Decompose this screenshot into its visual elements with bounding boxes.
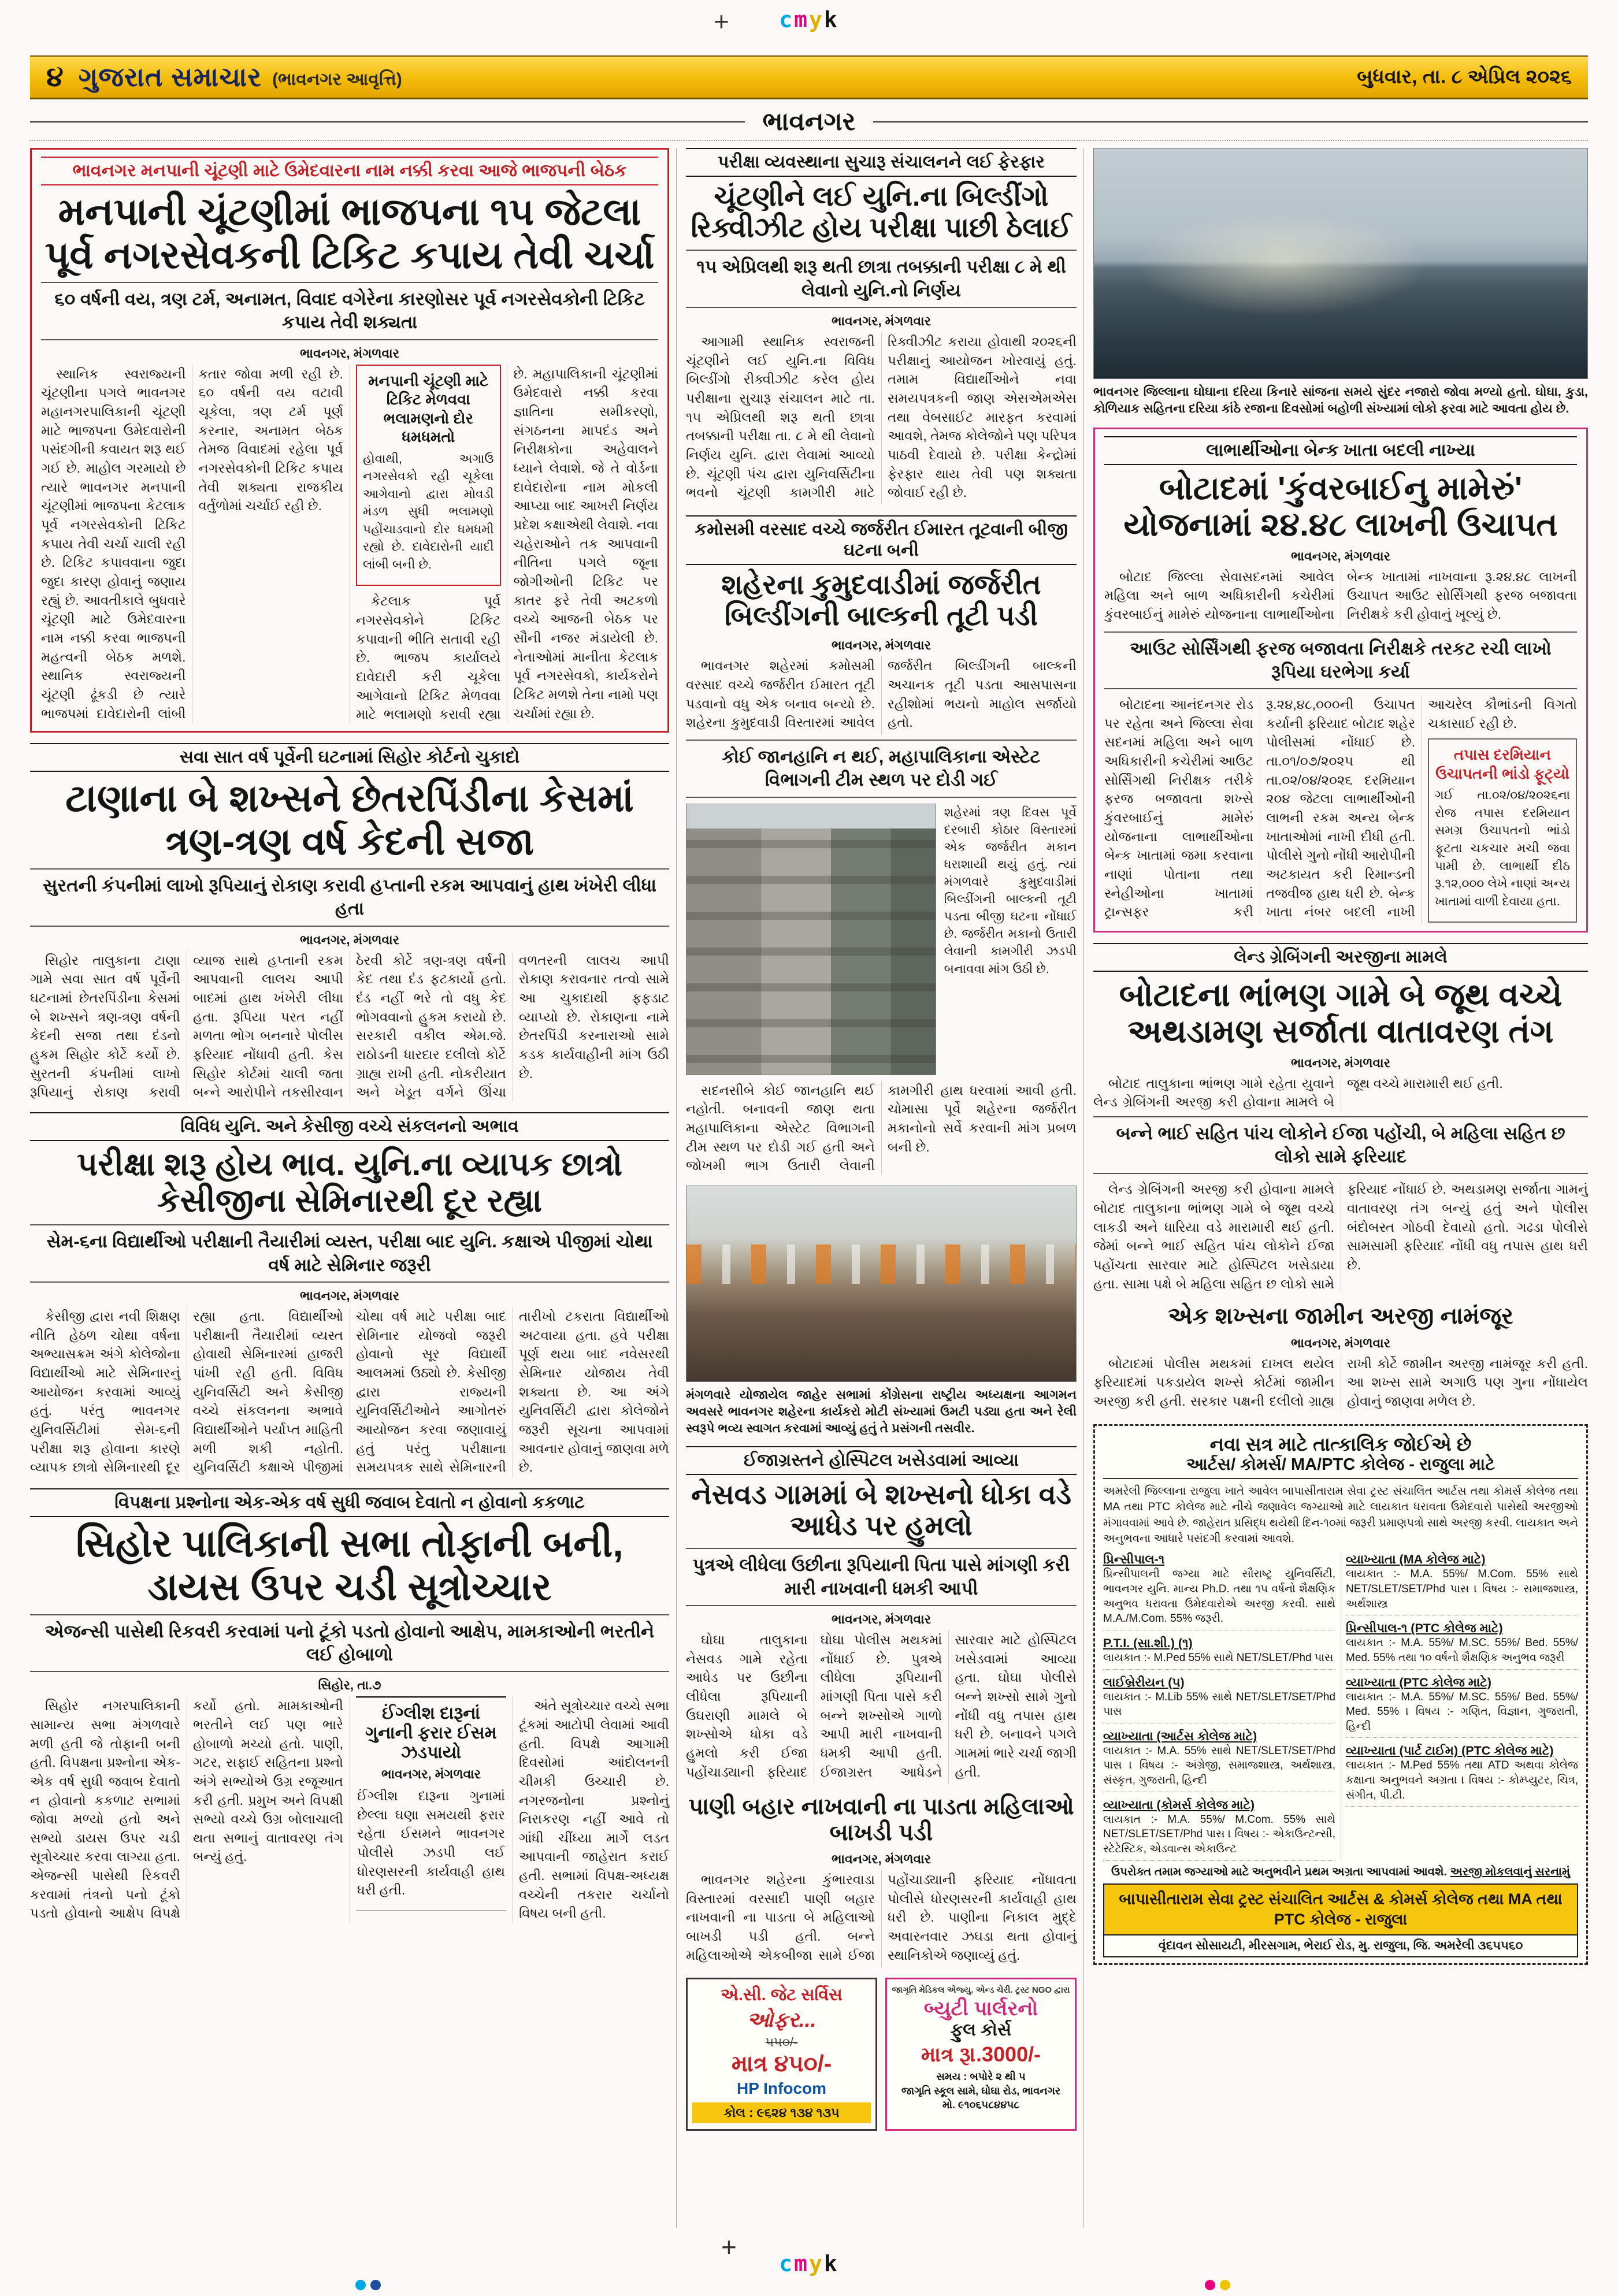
article-lead bbox=[1093, 1074, 1588, 1112]
job-entry-detail: લાયકાત :- M.Lib 55% સાથે NET/SLET/SET/Phd પાસ bbox=[1103, 1691, 1335, 1718]
job-entry bbox=[1103, 1675, 1335, 1723]
article-dateline: ભાવનગર, મંગળવાર bbox=[1291, 1335, 1390, 1350]
job-entry-title: P.T.I. (સા.શી.) (૧) bbox=[1103, 1636, 1193, 1650]
article-paragraph: શહેરમાં ત્રણ દિવસ પૂર્વે દરબારી કોઠાર વિસ્તારમાં એક જર્જરીત મકાન ધરાશાયી થયું હતું. ત્યાં મંગળવારે કુમુદવાડીમાં બિલ્ડીંગની બાલ્કની તૂટી પડતા બીજી ઘટના નોંધાઈ છે. જર્જરીત મકાનો ઉતારી લેવાની કામગીરી ઝડપી બનાવવા માંગ ઉઠી છે. bbox=[944, 805, 1077, 976]
article-paragraph: ભાવનગર શહેરમાં કમોસમી વરસાદ વચ્ચે જર્જરીત ઈમારત તૂટી પડવાનો વધુ એક બનાવ બન્યો છે. શહેરના કુમુદવાડી વિસ્તારમાં આવેલ જર્જરીત બિલ્ડીંગની બાલ્કની અચાનક તૂટી પડતા આસપાસના રહીશોમાં ભયનો માહોલ સર્જાયો હતો. bbox=[686, 658, 1077, 730]
article-botad-embezzlement bbox=[1093, 428, 1588, 932]
article-sihor-court bbox=[30, 743, 669, 1102]
right-column bbox=[1083, 148, 1588, 2228]
article-dateline: ભાવનગર, મંગળવાર bbox=[832, 314, 931, 329]
article-lead bbox=[1104, 567, 1577, 627]
article-headline: બોટાદના ભાંભણ ગામે બે જૂથ વચ્ચે અથડામણ સર્જાતા વાતાવરણ તંગ bbox=[1119, 976, 1563, 1050]
article-subhead: સુરતની કંપનીમાં લાખો રૂપિયાનું રોકાણ કરાવી હપ્તાની રકમ આપવાનું હાથ ખંખેરી લીધા હતા bbox=[30, 868, 669, 927]
article-subhead: આઉટ સોર્સિંગથી ફરજ બજાવતા ન‌િરીક્ષકે તરકટ રચી લાખો રૂપિયા ઘરભેગા કર્યા bbox=[1104, 631, 1577, 690]
article-dateline: સિહોર, તા.૭ bbox=[318, 1678, 381, 1693]
article-body bbox=[1093, 1354, 1588, 1414]
article-body bbox=[686, 1081, 1077, 1175]
job-entry-detail: લાયકાત :- M.Ped 55% સાથે NET/SLET/Phd પાસ bbox=[1103, 1651, 1334, 1664]
jobs-ad-note bbox=[1103, 1866, 1578, 1879]
article-headline: ટાણાના બે શખ્સને છેતરપિંડીના કેસમાં ત્રણ-ત્રણ વર્ષ કેદની સજા bbox=[65, 776, 634, 863]
article-body bbox=[1093, 1180, 1588, 1293]
article-paragraph: બોટાદ તાલુકાના ભાંભણ ગામે રહેતા યુવાને લેન્ડ ગ્રેબિંગની અરજી કરી હોવાના મામલે બે જૂથ વચ્ચે મારામારી થઈ હતી. bbox=[1093, 1075, 1503, 1110]
ad-title: બ્યુટી પાર્લરનો bbox=[923, 1997, 1038, 2020]
job-entry bbox=[1346, 1621, 1578, 1669]
jobs-ad-note-text: ઉપરોક્ત તમામ જગ્યાઓ માટે અનુભવીને પ્રથમ અગ્રતા આપવામાં આવશે. bbox=[1111, 1865, 1448, 1878]
blue-dot bbox=[370, 2280, 381, 2290]
article-dateline: ભાવનગર, મંગળવાર bbox=[832, 1852, 931, 1867]
article-body bbox=[1104, 695, 1577, 924]
article-paragraph: સિહોર તાલુકાના ટાણા ગામે સવા સાત વર્ષ પૂર્વેની ઘટનામાં છેતરપિંડીના કેસમાં બે શખ્સને ત્રણ-ત્રણ વર્ષની કેદની સજા તથા દંડનો હુકમ સિહોર કોર્ટે કર્યો છે. સુરતની કંપનીમાં લાખો રૂપિયાનું રોકાણ કરાવી વ્યાજ સાથે હપ્તાની રકમ આપવાની લાલચ આપી બાદમાં હાથ ખંખેરી લીધા હતા. રૂપિયા પરત નહીં મળતા ભોગ બનનારે પોલીસ ફરિયાદ નોંધાવી હતી. કેસ સિહોર કોર્ટમાં ચાલી જતા બન્ને આરોપીને તકસીરવાન ઠેરવી કોર્ટે ત્રણ-ત્રણ વર્ષની કેદ તથા દંડ ફટકાર્યો હતો. દંડ નહીં ભરે તો વધુ કેદ ભોગવવાનો હુકમ કરાયો છે. સરકારી વકીલ એમ.જે. રાઠોડની ધારદાર દલીલો કોર્ટે ગ્રાહ્ય રાખી હતી. નોકરીયાત અને ખેડૂત વર્ગને ઊંચા વળતરની લાલચ આપી રોકાણ કરાવનાર તત્વો સામે આ ચુકાદાથી ફફડાટ વ્યાપ્યો છે. રોકાણના નામે છેતરપિંડી કરનારાઓ સામે કડક કાર્યવાહીની માંગ ઉઠી છે. bbox=[30, 952, 669, 1100]
photo-caption: ભાવનગર જિલ્લાના ઘોઘાના દરિયા કિનારે સાંજના સમયે સુંદર નજારો જોવા મળ્યો હતો. ઘોઘા, કુડા, કોળિયાક સહિતના દરિયા કાંઠે રજાના દિવસોમાં બહોળી સંખ્યામાં લોકો ફરવા માટે આવતા હોય છે. bbox=[1093, 385, 1588, 416]
article-headline: પરીક્ષા શરૂ હોય ભાવ. યુનિ.ના વ્યાપક છાત્રો કેસીજીના સેમિનારથી દૂર રહ્યા bbox=[76, 1145, 623, 1219]
job-entry bbox=[1103, 1552, 1335, 1630]
article-headline: સિહોર પાલિકાની સભા તોફાની બની, ડાયસ ઉપર ચડી સૂત્રોચ્ચાર bbox=[76, 1522, 624, 1608]
article-water-quarrel bbox=[686, 1794, 1077, 1968]
article-dateline: ભાવનગર, મંગળવાર bbox=[1291, 548, 1390, 563]
ad-phone: કોલ : ૯૬૨૪ ૧૩૪ ૧૩૫ bbox=[692, 2102, 871, 2123]
ad-offer-label: ઓફર... bbox=[747, 2008, 817, 2032]
article-subhead: ૬૦ વર્ષની વય, ત્રણ ટર્મ, અનામત, વિવાદ વગેરેના કારણોસર પૂર્વ નગરસેવકોની ટિકિટ કપાય તેવી શક્યતા bbox=[41, 282, 658, 340]
photo-row bbox=[686, 804, 1077, 1075]
article-kicker: વિપક્ષના પ્રશ્નોના એક-એક વર્ષ સુધી જવાબ દેવાતો ન હોવાનો કકળાટ bbox=[30, 1488, 669, 1517]
article-exam-postponed bbox=[686, 148, 1077, 505]
article-balcony-collapse bbox=[686, 515, 1077, 1175]
article-dateline: ભાવનગર, મંગળવાર bbox=[300, 1288, 399, 1303]
highlight-box-title: મનપાની ચૂંટણી માટે ટિકિટ મેળવવા ભલામણનો દોર ધમધમતો bbox=[368, 371, 489, 446]
job-entry-detail: લાયકાત :- M.Ped 55% તથા ATD અથવા કોલેજ કક્ષાના અનુભવને અગ્રતા । વિષય :- કોમ્પ્યુટર, ચિત્ર, સંગીત, પી.ટી. bbox=[1346, 1759, 1578, 1801]
ad-old-price: ૫૫૦/- bbox=[765, 2035, 798, 2050]
article-headline: ઈંગ્લીશ દારૂનાં ગુનાની ફરાર ઈસમ ઝડપાયો bbox=[365, 1704, 497, 1763]
job-entry bbox=[1346, 1744, 1578, 1807]
ad-subtitle: ફુલ કોર્સ bbox=[950, 2020, 1012, 2040]
cyan-dot bbox=[355, 2280, 366, 2290]
article-kicker: કમોસમી વરસાદ વચ્ચે જર્જરીત ઈમારત તૂટવાની બીજી ઘટના બની bbox=[686, 515, 1077, 565]
article-paragraph: અંતે સૂત્રોચ્ચાર વચ્ચે સભા ટૂંકમાં આટોપી લેવામાં આવી હતી. વિપક્ષે આગામી દિવસોમાં આંદોલનની ચીમકી ઉચ્ચારી છે. નગરજનોના પ્રશ્નોનું નિરાકરણ નહીં આવે તો ગાંધી ચીંધ્યા માર્ગે લડત આપવાની જાહેરાત કરાઈ હતી. સભામાં વિપક્ષ-અધ્યક્ષ વચ્ચેની તકરાર ચર્ચાનો વિષય બની હતી. bbox=[519, 1698, 669, 1921]
article-paragraph: ભાવનગર શહેરના કુંભારવાડા વિસ્તારમાં વરસાદી પાણી બહાર નાખવાની ના પાડતા બે મહિલાઓ બાખડી પડી હતી. બન્ને મહિલાઓએ એકબીજા સામે ઈજા પહોંચાડ્યાની ફરિયાદ નોંધાવતા પોલીસે ધોરણસરની કાર્યવાહી હાથ ધરી છે. પાણીના નિકાલ મુદ્દે અવારનવાર ઝઘડા થતા હોવાનું સ્થાનિકોએ જણાવ્યું હતું. bbox=[686, 1872, 1077, 1963]
jobs-ad-address-label: અરજી મોકલવાનું સરનામું bbox=[1450, 1865, 1570, 1878]
job-entry bbox=[1346, 1552, 1578, 1615]
sea-photo bbox=[1093, 148, 1588, 379]
middle-column bbox=[676, 148, 1083, 2228]
article-kicker: સવા સાત વર્ષ પૂર્વેની ઘટનામાં સિહોર કોર્ટનો ચુકાદો bbox=[30, 743, 669, 772]
article-paragraph: બોટાદમાં પોલીસ મથકમાં દાખલ થયેલ ફરિયાદમાં પકડાયેલ શખ્સે કોર્ટમાં જામીન અરજી કરી હતી. સરકાર પક્ષની દલીલો ગ્રાહ્ય રાખી કોર્ટે જામીન અરજી નામંજૂર કરી હતી. આ શખ્સ સામે અગાઉ પણ ગુના નોંધાયેલ હોવાનું જાણવા મળેલ છે. bbox=[1093, 1355, 1588, 1409]
article-headline: મનપાની ચૂંટણીમાં ભાજપના ૧૫ જેટલા પૂર્વ નગરસેવકની ટિકિટ કપાય તેવી ચર્ચા bbox=[44, 190, 655, 276]
highlight-box bbox=[1428, 738, 1577, 923]
article-dateline: ભાવનગર, મંગળવાર bbox=[381, 1766, 481, 1781]
article-subhead: બન્ને ભાઈ સહિત પાંચ લોકોને ઈજા પહોંચી, બે મહિલા સહિત છ લોકો સામે ફરિયાદ bbox=[1093, 1116, 1588, 1175]
article-bail-rejected bbox=[1093, 1303, 1588, 1413]
rally-photo bbox=[686, 1186, 1077, 1382]
article-bjp-tickets bbox=[30, 148, 669, 733]
left-column bbox=[30, 148, 676, 2228]
highlight-box bbox=[356, 365, 501, 586]
magenta-dot bbox=[1205, 2280, 1215, 2290]
color-registration-dots-right bbox=[1205, 2280, 1230, 2290]
article-paragraph: કેસીજી દ્વારા નવી શિક્ષણ નીતિ હેઠળ ચોથા વર્ષના અભ્યાસક્રમ અંગે કોલેજોના વિદ્યાર્થીઓ માટે સેમિનારનું આયોજન કરવામાં આવ્યું હતું. પરંતુ ભાવનગર યુનિવર્સિટીમાં સેમ-૬ની પરીક્ષા શરૂ હોવાના કારણે વ્યાપક છાત્રો સેમિનારથી દૂર રહ્યા હતા. વિદ્યાર્થીઓ પરીક્ષાની તૈયારીમાં વ્યસ્ત હોવાથી સેમિનારમાં હાજરી પાંખી રહી હતી. વિવિધ યુનિવર્સિટી અને કેસીજી વચ્ચે સંકલનના અભાવે વિદ્યાર્થીઓને પર્યાપ્ત માહિતી મળી શકી નહોતી. યુનિવર્સિટી કક્ષાએ પીજીમાં ચોથા વર્ષ માટે પરીક્ષા બાદ સેમિનાર યોજવો જરૂરી હોવાનો સૂર વિદ્યાર્થી આલમમાં ઉઠ્યો છે. કેસીજી દ્વારા રાજ્યની યુનિવર્સિટીઓને આગોતરું આયોજન કરવા જણાવાયું હતું પરંતુ પરીક્ષાના સમયપત્રક સાથે સેમિનારની તારીખો ટકરાતા વિદ્યાર્થીઓ અટવાયા હતા. હવે પરીક્ષા પૂર્ણ થયા બાદ નવેસરથી સેમિનાર યોજાય તેવી શક્યતા છે. આ અંગે યુનિવર્સિટી દ્વારા કોલેજોને જરૂરી સૂચના આપવામાં આવનાર હોવાનું જાણવા મળે છે. bbox=[30, 1309, 669, 1475]
edition-label: (ભાવનગર આવૃત્તિ) bbox=[272, 69, 402, 89]
section-title: ભાવનગર bbox=[762, 107, 856, 136]
article-paragraph: બોટાદ જિલ્લા સેવાસદનમાં આવેલ મહિલા અને બાળ અધિકારીની કચેરીમાં કુંવરબાઈનું મામેરું યોજનાના લાભાર્થીઓના બેન્ક ખાતામાં નાખવાના રૂ.૨૪.૪૮ લાખની ઉચાપત આઉટ સોર્સિંગથી ફરજ બજાવતા નિરીક્ષકે કરી હોવાનું ખૂલ્યું છે. bbox=[1104, 569, 1577, 622]
article-kicker: ઈજાગ્રસ્તને હોસ્પિટલ ખસેડવામાં આવ્યા bbox=[686, 1446, 1077, 1475]
classified-ads-row bbox=[686, 1978, 1077, 2131]
job-entry-detail: લાયકાત :- M.A. 55%/ M.SC. 55%/ Bed. 55%/ Med. 55% । વિષય :- ગણિત, વિજ્ઞાન, ગુજરાતી, હિન્દી bbox=[1346, 1691, 1578, 1733]
ad-phone: મો. ૯૧૦૬૫૮૪૪૫૮ bbox=[942, 2098, 1020, 2111]
article-kicker: લાભાર્થીઓના બેન્ક ખાતા બદલી નાખ્યા bbox=[1104, 436, 1577, 465]
article-kicker: ભાવનગર મનપાની ચૂંટણી માટે ઉમેદવારના નામ નક્કી કરવા આજે ભાજપની બેઠક bbox=[41, 157, 658, 185]
article-kicker: લેન્ડ ગ્રેબિંગની અરજીના મામલે bbox=[1093, 943, 1588, 972]
job-entry-detail: લાયકાત :- M.A. 55%/ M.SC. 55%/ Bed. 55%/ Med. 55% તથા ૧૦ વર્ષનો શૈક્ષણિક અનુભવ જરૂરી bbox=[1346, 1637, 1578, 1664]
article-dateline: ભાવનગર, મંગળવાર bbox=[832, 1612, 931, 1627]
article-dateline: ભાવનગર, મંગળવાર bbox=[832, 638, 931, 653]
job-entry-title: વ્યાખ્યાતા (પાર્ટ ટાઈમ) (PTC કોલેજ માટે) bbox=[1346, 1744, 1554, 1758]
jobs-ad-subtitle: આર્ટસ/ કોમર્સ/ MA/PTC કોલેજ - રાજુલા માટે bbox=[1103, 1455, 1578, 1479]
job-entry-detail: લાયકાત :- M.A. 55%/ M.Com. 55% સાથે NET/SLET/SET/Phd પાસ । વિષય :- સમાજશાસ્ત્ર, અર્થશાસ્ત્ર bbox=[1346, 1568, 1578, 1610]
photo-caption: મંગળવારે યોજાયેલ જાહેર સભામાં કોંગ્રેસના રાષ્ટ્રીય અધ્યક્ષના આગમન અવસરે ભાવનગર શહેરના કાર્યકરો મોટી સંખ્યામાં ઉમટી પડ્યા હતા અને રેલી સ્વરૂપે ભવ્ય સ્વાગત કરવામાં આવ્યું હતું તે પ્રસંગની તસવીર. bbox=[686, 1387, 1077, 1435]
article-subhead: પુત્રએ લીધેલા ઉછીના રૂપિયાની પિતા પાસે માંગણી કરી મારી નાખવાની ધમકી આપી bbox=[686, 1548, 1077, 1606]
paper-name: ગુજરાત સમાચાર bbox=[78, 61, 262, 92]
article-body bbox=[30, 951, 669, 1102]
highlight-box-title: તપાસ દરમિયાન ઉચાપતની ભાંડો ફૂટ્યો bbox=[1435, 746, 1569, 782]
highlight-box-text: ગઈ તા.૦૨/૦૪/૨૦૨૬ના રોજ તપાસ દરમિયાન સમગ્ર ઉચાપતનો ભાંડો ફૂટતા ચકચાર મચી જવા પામી છે. લાભાર્થી દીઠ રૂ.૧૨,૦૦૦ લેખે નાણાં અન્ય ખાતામાં વાળી દેવાયા હતા. bbox=[1435, 788, 1570, 908]
article-subhead: કોઈ જાનહાનિ ન થઈ, મહાપાલિકાના એસ્ટેટ વિભાગની ટીમ સ્થળ પર દોડી ગઈ bbox=[686, 740, 1077, 798]
ad-price: માત્ર રૂ।.3000/- bbox=[921, 2042, 1041, 2067]
article-paragraph: આગામી સ્થાનિક સ્વરાજની ચૂંટણીને લઈ યુનિ.ના વિવિધ બિલ્ડીંગો રીક્વીઝીટ કરેલ હોય પરીક્ષાના સુચારૂ સંચાલન માટે તા. ૧૫ એપ્રિલથી શરૂ થતી છાત્રા તબક્કાની પરીક્ષા તા. ૮ મે થી લેવાનો નિર્ણય યુનિ. દ્વારા લેવામાં આવ્યો છે. ચૂંટણી પંચ દ્વારા યુનિવર્સિટીના ભવનો ચૂંટણી કામગીરી માટે રિક્વીઝીટ કરાયા હોવાથી ૨૦૨૬ની પરીક્ષાનું આયોજન ખોરવાયું હતું. તમામ વિદ્યાર્થીઓને નવા સમયપત્રકની જાણ એસએમએસ તથા વેબસાઈટ મારફત કરવામાં આવશે, તેમજ કોલેજોને પણ પરિપત્ર પાઠવી દેવાયો છે. પરીક્ષા કેન્દ્રોમાં ફેરફાર થાય તેવી પણ શક્યતા જોવાઈ રહી છે. bbox=[686, 334, 1077, 500]
ad-beauty-parlour bbox=[885, 1978, 1077, 2131]
article-headline: એક શખ્સના જામીન અરજી નામંજૂર bbox=[1168, 1303, 1513, 1329]
article-body bbox=[686, 1870, 1077, 1967]
article-paragraph: સ્થાનિક સ્વરાજ્યની ચૂંટણીના પગલે ભાવનગર મહાનગરપાલિકાની ચૂંટણી માટે ભાજપના ઉમેદવારોની પસંદગીની કવાયત શરૂ થઈ ગઈ છે. માહોલ ગરમાયો છે ત્યારે ભાવનગર મનપાની ચૂંટણીમાં ભાજપના કેટલાક પૂર્વ નગરસેવકોની ટિકિટ કપાય તેવી ચર્ચા ચાલી રહી છે. ટિકિટ કપાવવાના જુદા જુદા કારણ હોવાનું જણાય રહ્યું છે. આવતીકાલે બુધવારે ચૂંટણી માટે ઉમેદવારના નામ નક્કી કરવા ભાજપની મહત્વની બેઠક મળશે. સ્થાનિક સ્વરાજ્યની ચૂંટણી ઢૂંકડી છે ત્યારે ભાજપમાં દાવેદારોની લાંબી કતાર જોવા મળી રહી છે. ૬૦ વર્ષની વય વટાવી ચૂકેલા, ત્રણ ટર્મ પૂર્ણ કરનાર, અનામત બેઠક તેમજ વિવાદમાં રહેલા પૂર્વ નગરસેવકોની ટિકિટ કપાય તેવી શક્યતા રાજકીય વર્તુળોમાં ચર્ચાઈ રહી છે. bbox=[41, 366, 343, 721]
sea-photo-block bbox=[1093, 148, 1588, 417]
job-entry bbox=[1103, 1636, 1335, 1670]
article-subhead: ૧૫ એપ્રિલથી શરૂ થતી છાત્રા તબક્કાની પરીક્ષા ૮ મે થી લેવાનો યુનિ.નો નિર્ણય bbox=[686, 250, 1077, 308]
job-entry-detail: પ્રિન્સીપાલની જગ્યા માટે સૌરાષ્ટ્ર યુનિવર્સિટી, ભાવનગર યુનિ. માન્ય Ph.D. તથા ૧૫ વર્ષનો શૈક્ષણિક અનુભવ ધરાવતા ઉમેદવારોએ અરજી કરવી. સાથે M.A./M.Com. 55% જરૂરી. bbox=[1103, 1568, 1335, 1625]
trust-address: વૃંદાવન સોસાયટી, મીરસગામ, ભેરાઈ રોડ, મુ. રાજુલા, જિ. અમરેલી ૩૬૫૫૬૦ bbox=[1103, 1935, 1578, 1957]
article-kicker: વિવિધ યુનિ. અને કેસીજી વચ્ચે સંકલનનો અભાવ bbox=[30, 1112, 669, 1141]
section-title-row bbox=[30, 107, 1588, 141]
divider-rule bbox=[873, 121, 1588, 122]
highlight-box-text: હોવાથી, અગાઉ નગરસેવકો રહી ચૂકેલા આગેવાનો દ્વારા મોવડી મંડળ સુધી ભલામણો પહોંચાડવાનો દોર ધમધમી રહ્યો છે. દાવેદારોની યાદી લાંબી બની છે. bbox=[363, 451, 494, 571]
article-body bbox=[686, 332, 1077, 505]
job-entry-title: વ્યાખ્યાતા (આર્ટસ કોલેજ માટે) bbox=[1103, 1729, 1257, 1743]
building-photo bbox=[686, 804, 936, 1075]
registration-plus-bottom: + bbox=[721, 2232, 737, 2262]
article-paragraph: ઈંગ્લીશ દારૂના ગુનામાં છેલ્લા ઘણા સમયથી ફરાર રહેતા ઈસમને ભાવનગર પોલીસે ઝડપી લઈ ધોરણસરની કાર્યવાહી હાથ ધરી હતી. bbox=[357, 1788, 505, 1898]
ad-ngo-line: જાગૃતિ મેડિકલ એજ્યુ. એન્ડ ચેરી. ટ્રસ્ટ NGO દ્વારા bbox=[892, 1985, 1070, 1996]
article-dateline: ભાવનગર, મંગળવાર bbox=[300, 932, 399, 947]
ad-time: સમય : બપોરે ૨ થી ૫ bbox=[936, 2071, 1026, 2083]
ad-price: માત્ર ૪૫૦/- bbox=[731, 2051, 832, 2077]
job-entry-title: લાઈબ્રેરીયન (૫) bbox=[1103, 1675, 1185, 1689]
article-body bbox=[30, 1696, 669, 1923]
job-entry-detail: લાયકાત :- M.A. 55%/ M.Com. 55% સાથે NET/SLET/SET/Phd પાસ । વિષય :- એકાઉન્ટન્સી, સ્ટેટેસ્ટિક, એડવાન્સ એકાઉન્ટ bbox=[1103, 1813, 1335, 1856]
article-headline: શહેરના કુમુદવાડીમાં જર્જરીત બિલ્ડીંગની બાલ્કની તૂટી પડી bbox=[721, 569, 1041, 632]
article-subhead: સેમ-૬ના વિદ્યાર્થીઓ પરીક્ષાની તૈયારીમાં વ્યસ્ત, પરીક્ષા બાદ યુનિ. કક્ષાએ પીજીમાં ચોથા વર્ષ માટે સેમિનાર જરૂરી bbox=[30, 1224, 669, 1283]
job-entry-title: વ્યાખ્યાતા (MA કોલેજ માટે) bbox=[1346, 1552, 1486, 1567]
jobs-ad-title: નવા સત્ર માટે તાત્કાલિક જોઈએ છે bbox=[1209, 1433, 1472, 1455]
jobs-classified-ad bbox=[1093, 1424, 1588, 1965]
page-number: ૪ bbox=[46, 61, 64, 92]
job-entry-title: પ્રિન્સીપાલ-૧ (PTC કોલેજ માટે) bbox=[1346, 1621, 1503, 1636]
registration-plus-top: + bbox=[714, 6, 729, 36]
job-entry-detail: લાયકાત :- M.A. 55% સાથે NET/SLET/SET/Phd પાસ । વિષય :- અંગ્રેજી, સમાજશાસ્ત્ર, અર્થશાસ્ત્ર, સંસ્કૃત, ગુજરાતી, હિન્દી bbox=[1103, 1744, 1335, 1787]
article-headline: પાણી બહાર નાખવાની ના પાડતા મહિલાઓ બાખડી પડી bbox=[688, 1793, 1074, 1845]
job-entry bbox=[1103, 1729, 1335, 1792]
job-entry-title: વ્યાખ્યાતા (PTC કોલેજ માટે) bbox=[1346, 1675, 1491, 1689]
article-paragraph: સિહોર નગરપાલિકાની સામાન્ય સભા મંગળવારે મળી હતી જે તોફાની બની હતી. વિપક્ષના પ્રશ્નોના એક-એક વર્ષ સુધી જવાબ દેવાતો ન હોવાનો કકળાટ સભામાં જોવા મળ્યો હતો અને સભ્યો ડાયસ ઉપર ચડી સૂત્રોચ્ચાર કરવા લાગ્યા હતા. એજન્સી પાસેથી રિકવરી કરવામાં તંત્રનો પનો ટૂંકો પડતો હોવાનો આક્ષેપ વિપક્ષે કર્યો હતો. મામકાઓની ભરતીને લઈ પણ ભારે હોબાળો મચ્યો હતો. પાણી, ગટર, સફાઈ સહિતના પ્રશ્નો અંગે સભ્યોએ ઉગ્ર રજૂઆત કરી હતી. પ્રમુખ અને વિપક્ષી સભ્યો વચ્ચે ઉગ્ર બોલાચાલી થતા સભાનું વાતાવરણ તંગ બન્યું હતું. bbox=[30, 1698, 343, 1921]
article-body bbox=[686, 1630, 1077, 1784]
article-nesvad-attack bbox=[686, 1446, 1077, 1784]
article-paragraph: કેટલાક પૂર્વ નગરસેવકોને ટિકિટ કપાવાની ભીતિ સતાવી રહી છે. ભાજપ કાર્યાલયે દાવેદારી કરી ચૂકેલા આગેવાનો ટિકિટ મેળવવા માટે ભલામણો કરાવી રહ્યા છે. મહાપાલિકાની ચૂંટણીમાં ઉમેદવારો નક્કી કરવા જ્ઞાતિના સમીકરણો, સંગઠનના માપદંડ અને નિરીક્ષકોના અહેવાલને ધ્યાને લેવાશે. જે તે વોર્ડના દાવેદારોના નામ મોકલી આપ્યા બાદ આખરી નિર્ણય પ્રદેશ કક્ષાએથી લેવાશે. નવા ચહેરાઓને તક આપવાની નીતિના પગલે જૂના જોગીઓની ટિકિટ પર કાતર ફરે તેવી અટકળો વચ્ચે આજની બેઠક પર સૌની નજર મંડાયેલી છે. નેતાઓમાં માનીતા કેટલાક પૂર્વ નગરસેવકો, કાર્યકરોને ટિકિટ મળશે તેના નામો પણ ચર્ચામાં રહ્યા છે. bbox=[356, 366, 658, 722]
article-paragraph: ઘોઘા તાલુકાના નેસવડ ગામે રહેતા આધેડ પર ઉછીના લીધેલા રૂપિયાની ઉઘરાણી મામલે બે શખ્સોએ ધોકા વડે હુમલો કરી ઈજા પહોંચાડ્યાની ફરિયાદ ઘોઘા પોલીસ મથકમાં નોંધાઈ છે. પુત્રએ લીધેલા રૂપિયાની માંગણી પિતા પાસે કરી બન્ને શખ્સોએ ગાળો આપી મારી નાખવાની ધમકી આપી હતી. ઈજાગ્રસ્ત આધેડને સારવાર માટે હોસ્પિટલ ખસેડવામાં આવ્યા હતા. ઘોઘા પોલીસે બન્ને શખ્સો સામે ગુનો નોંધી વધુ તપાસ હાથ ધરી છે. બનાવને પગલે ગામમાં ભારે ચર્ચા જાગી હતી. bbox=[686, 1632, 1077, 1779]
article-side-text bbox=[944, 804, 1077, 1075]
article-paragraph: લેન્ડ ગ્રેબિંગની અરજી કરી હોવાના મામલે બોટાદ તાલુકાના ભાંભણ ગામે બે જૂથ વચ્ચે લાકડી અને ધારિયા વડે મારામારી થઈ હતી. જેમાં બન્ને ભાઈ સહિત પાંચ લોકોને ઈજા પહોંચતા સારવાર માટે હોસ્પિટલ ખસેડાયા હતા. સામા પક્ષે બે મહિલા સહિત છ લોકો સામે ફરિયાદ નોંધાઈ છે. અથડામણ સર્જાતા ગામનું વાતાવરણ તંગ બન્યું હતું અને પોલીસ બંદોબસ્ત ગોઠવી દેવાયો હતો. ગઢડા પોલીસે સામસામી ફરિયાદ નોંધી વધુ તપાસ હાથ ધરી છે. bbox=[1093, 1182, 1588, 1291]
article-headline: બોટાદમાં 'કુંવરબાઈનુ મામેરું' યોજનામાં ૨૪.૪૮ લાખની ઉચાપત bbox=[1123, 470, 1558, 543]
masthead bbox=[30, 55, 1588, 99]
job-entry-title: પ્રિન્સીપાલ-૧ bbox=[1103, 1552, 1165, 1567]
ad-brand: HP Infocom bbox=[736, 2079, 827, 2098]
article-lead bbox=[686, 656, 1077, 735]
article-body bbox=[41, 365, 658, 724]
article-headline: નેસવડ ગામમાં બે શખ્સનો ધોકા વડે આધેડ પર હુમલો bbox=[691, 1479, 1071, 1542]
issue-date: બુધવાર, તા. ૮ એપ્રિલ ૨૦૨૬ bbox=[1357, 66, 1572, 88]
cmyk-mark-bottom: cmyk bbox=[779, 2251, 839, 2276]
yellow-dot bbox=[1220, 2280, 1230, 2290]
article-paragraph: સદનસીબે કોઈ જાનહાનિ થઈ નહોતી. બનાવની જાણ થતા મહાપાલિકાના એસ્ટેટ વિભાગની ટીમ સ્થળ પર દોડી ગઈ હતી અને જોખમી ભાગ ઉતારી લેવાની કામગીરી હાથ ધરવામાં આવી હતી. ચોમાસા પૂર્વે શહેરના જર્જરીત મકાનોનો સર્વે કરવાની માંગ પ્રબળ બની છે. bbox=[686, 1082, 1077, 1173]
jobs-ad-intro: અમરેલી જિલ્લાના રાજુલા ખાતે આવેલ બાપાસીતારામ સેવા ટ્રસ્ટ સંચાલિત આર્ટસ તથા કોમર્સ કોલેજ તથા MA તથા PTC કોલેજ માટે નીચે જણાવેલ જગ્યાઓ માટે લાયકાત ધરાવતા ઉમેદવારો પાસેથી અરજીઓ મંગાવવામાં આવે છે. જાહેરાત પ્રસિદ્ધ થયેથી દિન-૧૦માં જરૂરી પ્રમાણપત્રો સાથે અરજી કરવી. લાયકાત અને અનુભવના આધારે પસંદગી કરવામાં આવશે. bbox=[1103, 1485, 1578, 1545]
color-registration-dots-left bbox=[355, 2280, 381, 2290]
article-sihor-palika bbox=[30, 1488, 669, 1923]
jobs-entries bbox=[1103, 1552, 1578, 1860]
trust-name-band: બાપાસીતારામ સેવા ટ્રસ્ટ સંચાલિત આર્ટસ & કોમર્સ કોલેજ તથા MA તથા PTC કોલેજ - રાજુલા bbox=[1103, 1883, 1578, 1935]
article-subhead: એજન્સી પાસેથી રિકવરી કરવામાં પનો ટૂંકો પડતો હોવાનો આક્ષેપ, મામકાઓની ભરતીને લઈ હોબાળો bbox=[30, 1614, 669, 1673]
article-paragraph: બોટાદના આનંદનગર રોડ પર રહેતા અને જિલ્લા સેવા સદનમાં મહિલા અને બાળ અધિકારીની કચેરીમાં આઉટ સોર્સિંગથી નિરીક્ષક તરીકે ફરજ બજાવતા શખ્સે કુંવરબાઈનું મામેરું યોજનાના લાભાર્થીઓના બેન્ક ખાતામાં જમા કરવાના નાણાં પોતાના તથા સ્નેહીઓના ખાતામાં ટ્રાન્સફર કરી રૂ.૨૪,૪૮,૦૦૦ની ઉચાપત કર્યાની ફરિયાદ બોટાદ શહેર પોલીસમાં નોંધાઈ છે. તા.૦૧/૦૭/૨૦૨૫ થી તા.૦૨/૦૪/૨૦૨૬ દરમિયાન ૨૦૪ જેટલા લાભાર્થીઓની લાભની રકમ અન્ય બેન્ક ખાતાઓમાં નાખી દીધી હતી. પોલીસે ગુનો નોંધી આરોપીની અટકાયત કરી રિમાન્ડની તજવીજ હાથ ધરી છે. બેન્ક ખાતા નંબર બદલી નાખી આચરેલ કૌભાંડની વિગતો ચકાસાઈ રહી છે. bbox=[1104, 697, 1577, 920]
article-dateline: ભાવનગર, મંગળવાર bbox=[300, 345, 399, 361]
cmyk-mark-top: cmyk bbox=[779, 7, 839, 32]
article-body bbox=[30, 1307, 669, 1478]
job-entry bbox=[1103, 1798, 1335, 1861]
ad-title: એ.સી. જેટ સર્વિસ bbox=[721, 1986, 843, 2005]
job-entry-title: વ્યાખ્યાતા (કોમર્સ કોલેજ માટે) bbox=[1103, 1797, 1255, 1812]
article-land-grabbing-clash bbox=[1093, 943, 1588, 1293]
article-university-seminar bbox=[30, 1112, 669, 1478]
article-headline: ચૂંટણીને લઈ યુનિ.ના બિલ્ડીંગો રિક્વીઝીટ હોય પરીક્ષા પાછી ઠેલાઈ bbox=[691, 181, 1072, 244]
ad-ac-jet-service bbox=[686, 1978, 877, 2131]
ad-address: જાગૃતિ સ્કૂલ સામે, ઘોઘા રોડ, ભાવનગર bbox=[901, 2085, 1061, 2097]
rally-photo-block bbox=[686, 1186, 1077, 1437]
divider-rule bbox=[30, 121, 745, 122]
article-kicker: પરીક્ષા વ્યવસ્થાના સુચારૂ સંચાલનને લઈ ફેરફાર bbox=[686, 148, 1077, 177]
article-dateline: ભાવનગર, મંગળવાર bbox=[1291, 1055, 1390, 1070]
page-content bbox=[30, 148, 1588, 2228]
job-entry bbox=[1346, 1675, 1578, 1738]
article-liquor-arrest bbox=[356, 1696, 506, 1911]
